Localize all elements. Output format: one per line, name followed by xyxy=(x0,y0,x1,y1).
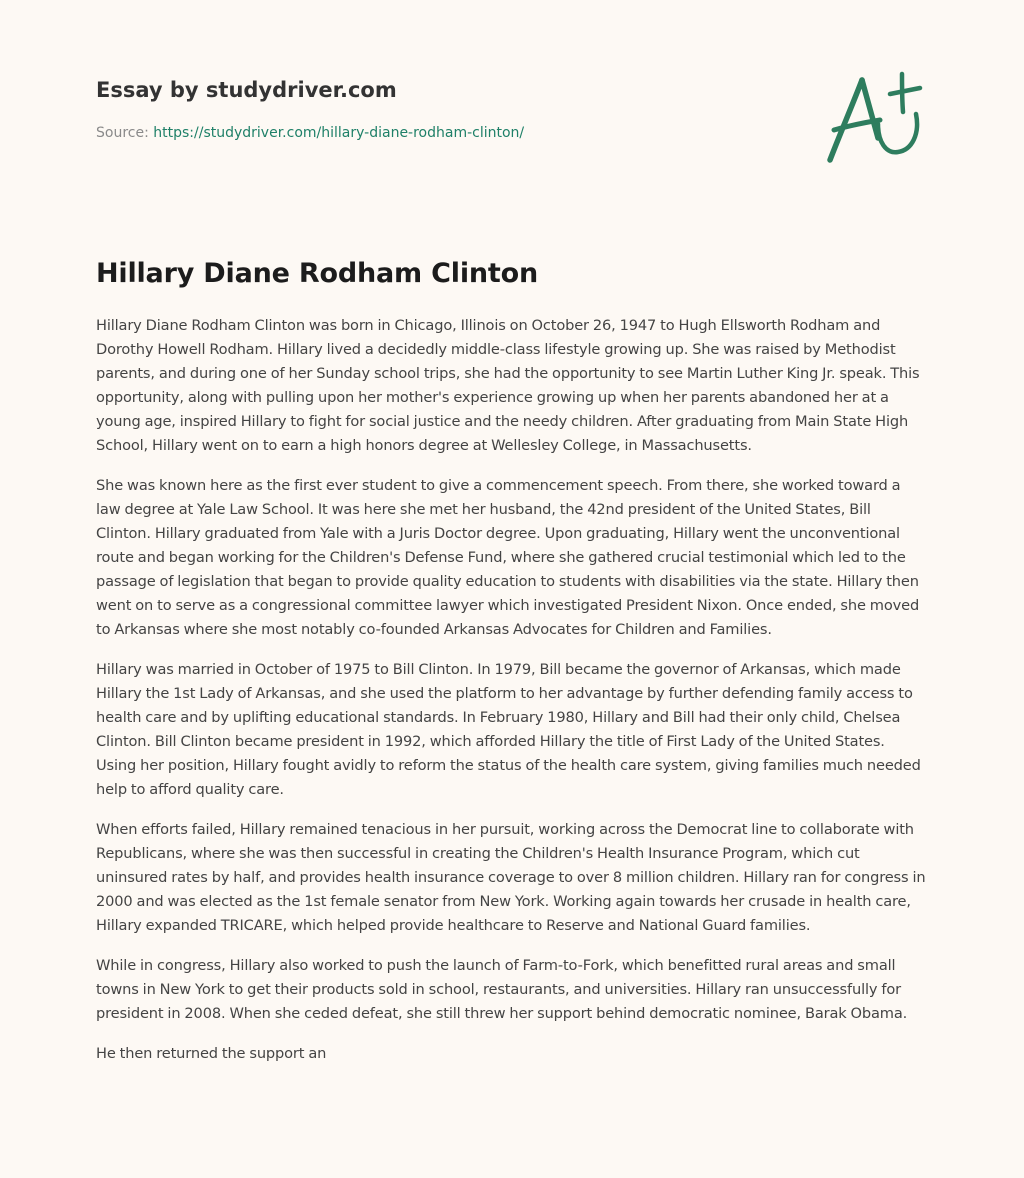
paragraph: Hillary was married in October of 1975 to Bill Clinton. In 1979, Bill became the governor of Arkansas, which made Hillary the 1st Lady of Arkansas, and she used the platform to her advantage by further defending family access to health care and by uplifting educational standards. In February 1980, Hillary and Bill had their only child, Chelsea Clinton. Bill Clinton became president in 1992, which afforded Hillary the title of First Lady of the United States. Using her position, Hillary fought avidly to reform the status of the health care system, giving families much needed help to afford quality care. xyxy=(96,661,921,798)
paragraph: He then returned the support an xyxy=(96,1045,327,1062)
article-title: Hillary Diane Rodham Clinton xyxy=(96,258,538,289)
article-body xyxy=(96,314,928,1082)
a-plus-grade-icon xyxy=(822,68,926,164)
brand-title: Essay by studydriver.com xyxy=(96,78,397,102)
paragraph: She was known here as the first ever student to give a commencement speech. From there, she worked toward a law degree at Yale Law School. It was here she met her husband, the 42nd president of the United States, Bill Clinton. Hillary graduated from Yale with a Juris Doctor degree. Upon graduating, Hillary went the unconventional route and began working for the Children's Defense Fund, where she gathered crucial testimonial which led to the passage of legislation that began to provide quality education to students with disabilities via the state. Hillary then went on to serve as a congressional committee lawyer which investigated President Nixon. Once ended, she moved to Arkansas where she most notably co-founded Arkansas Advocates for Children and Families. xyxy=(96,477,920,638)
paragraph: Hillary Diane Rodham Clinton was born in Chicago, Illinois on October 26, 1947 to Hugh Ellsworth Rodham and Dorothy Howell Rodham. Hillary lived a decidedly middle-class lifestyle growing up. She was raised by Methodist parents, and during one of her Sunday school trips, she had the opportunity to see Martin Luther King Jr. speak. This opportunity, along with pulling upon her mother's experience growing up when her parents abandoned her at a young age, inspired Hillary to fight for social justice and the needy children. After graduating from Main State High School, Hillary went on to earn a high honors degree at Wellesley College, in Massachusetts. xyxy=(96,317,920,454)
source-line xyxy=(96,122,524,144)
essay-page xyxy=(96,0,928,1062)
paragraph: When efforts failed, Hillary remained tenacious in her pursuit, working across the Democrat line to collaborate with Republicans, where she was then successful in creating the Children's Health Insurance Program, which cut uninsured rates by half, and provides health insurance coverage to over 8 million children. Hillary ran for congress in 2000 and was elected as the 1st female senator from New York. Working again towards her crusade in health care, Hillary expanded TRICARE, which helped provide healthcare to Reserve and National Guard families. xyxy=(96,821,926,934)
source-link[interactable]: https://studydriver.com/hillary-diane-rodham-clinton/ xyxy=(153,125,525,141)
source-label: Source: xyxy=(96,125,154,141)
site-header xyxy=(96,0,928,200)
paragraph: While in congress, Hillary also worked to push the launch of Farm-to-Fork, which benefitted rural areas and small towns in New York to get their products sold in school, restaurants, and universities. Hillary ran unsuccessfully for president in 2008. When she ceded defeat, she still threw her support behind democratic nominee, Barak Obama. xyxy=(96,957,908,1022)
